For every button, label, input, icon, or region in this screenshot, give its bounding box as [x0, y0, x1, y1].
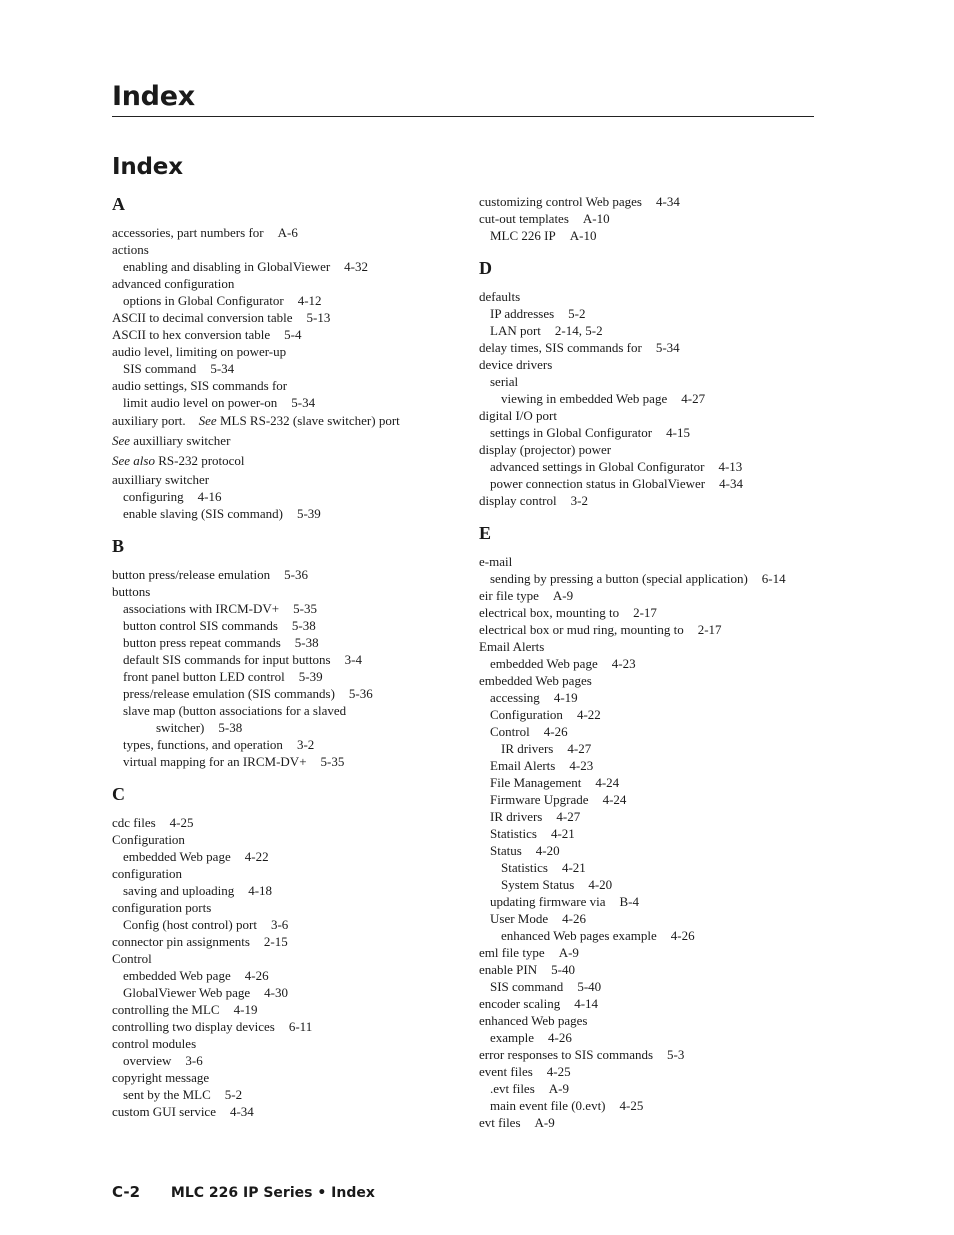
index-subentry: power connection status in GlobalViewer 4-34: [490, 476, 743, 491]
index-subentry: overview 3-6: [123, 1053, 203, 1068]
index-subentry: settings in Global Configurator 4-15: [490, 425, 690, 440]
index-subentry: Firmware Upgrade 4-24: [490, 792, 627, 807]
index-subentry-continued: switcher) 5-38: [156, 720, 243, 735]
index-subentry: IR drivers 4-27: [490, 809, 581, 824]
index-entry: event files 4-25: [479, 1064, 571, 1079]
index-entry: display (projector) power: [479, 442, 612, 457]
index-subentry: Config (host control) port 3-6: [123, 917, 289, 932]
index-entry: configuration: [112, 866, 183, 881]
index-entry: error responses to SIS commands 5-3: [479, 1047, 685, 1062]
page-header: [112, 79, 814, 117]
index-entry: custom GUI service 4-34: [112, 1104, 254, 1119]
index-subentry: accessing 4-19: [490, 690, 578, 705]
index-subentry: configuring 4-16: [123, 489, 222, 504]
index-entry: cut-out templates A-10: [479, 211, 610, 226]
index-subentry: saving and uploading 4-18: [123, 883, 273, 898]
index-entry: ASCII to decimal conversion table 5-13: [112, 310, 331, 325]
index-subentry: button press repeat commands 5-38: [123, 635, 319, 650]
index-subentry: SIS command 5-34: [123, 361, 235, 376]
index-entry: copyright message: [112, 1070, 210, 1085]
index-subentry: Control 4-26: [490, 724, 568, 739]
index-entry: customizing control Web pages 4-34: [479, 194, 680, 209]
index-subentry: options in Global Configurator 4-12: [123, 293, 322, 308]
index-entry: defaults: [479, 289, 521, 304]
index-entry: embedded Web pages: [479, 673, 592, 688]
index-letter-a: A: [112, 194, 125, 214]
index-entry: controlling two display devices 6-11: [112, 1019, 313, 1034]
index-entry: e-mail: [479, 554, 513, 569]
index-subentry: limit audio level on power-on 5-34: [123, 395, 316, 410]
index-subentry: example 4-26: [490, 1030, 572, 1045]
index-entry: control modules: [112, 1036, 197, 1051]
index-entry-see: auxiliary port. See MLS RS-232 (slave switcher) port: [112, 413, 400, 428]
index-entry: Control: [112, 951, 152, 966]
index-subentry: LAN port 2-14, 5-2: [490, 323, 603, 338]
index-entry: electrical box or mud ring, mounting to 2-17: [479, 622, 722, 637]
index-entry: evt files A-9: [479, 1115, 555, 1130]
index-subentry: virtual mapping for an IRCM-DV+ 5-35: [123, 754, 345, 769]
index-letter-c: C: [112, 784, 125, 804]
index-entry: electrical box, mounting to 2-17: [479, 605, 657, 620]
index-subentry: button control SIS commands 5-38: [123, 618, 316, 633]
index-entry: accessories, part numbers for A-6: [112, 225, 298, 240]
index-entry: encoder scaling 4-14: [479, 996, 599, 1011]
page-footer: [112, 1183, 375, 1201]
index-subentry: Statistics 4-21: [490, 826, 575, 841]
index-entry: Email Alerts: [479, 639, 545, 654]
index-subentry: sending by pressing a button (special application) 6-14: [490, 571, 786, 586]
index-letter-d: D: [479, 258, 492, 278]
index-subentry: IP addresses 5-2: [490, 306, 586, 321]
page-header-title: Index: [112, 81, 195, 112]
index-subentry: updating firmware via B-4: [490, 894, 640, 909]
index-subentry: press/release emulation (SIS commands) 5-36: [123, 686, 373, 701]
index-subentry: embedded Web page 4-23: [490, 656, 636, 671]
index-entry: audio level, limiting on power-up: [112, 344, 287, 359]
index-entry-see: See auxilliary switcher: [112, 433, 231, 448]
index-subentry: default SIS commands for input buttons 3-4: [123, 652, 362, 667]
index-entry: actions: [112, 242, 149, 257]
index-entry: device drivers: [479, 357, 553, 372]
index-subentry: File Management 4-24: [490, 775, 620, 790]
index-entry: advanced configuration: [112, 276, 235, 291]
index-subentry: front panel button LED control 5-39: [123, 669, 323, 684]
index-subsubentry: Statistics 4-21: [501, 860, 586, 875]
index-subentry: serial: [490, 374, 519, 389]
index-subentry: types, functions, and operation 3-2: [123, 737, 315, 752]
index-subentry: User Mode 4-26: [490, 911, 586, 926]
index-subentry: SIS command 5-40: [490, 979, 602, 994]
index-entry: Configuration: [112, 832, 185, 847]
index-subsubentry: System Status 4-20: [501, 877, 613, 892]
index-subentry: GlobalViewer Web page 4-30: [123, 985, 289, 1000]
index-subentry: enable slaving (SIS command) 5-39: [123, 506, 321, 521]
index-subentry: embedded Web page 4-22: [123, 849, 269, 864]
index-subentry: slave map (button associations for a slaved: [123, 703, 347, 718]
index-entry: button press/release emulation 5-36: [112, 567, 308, 582]
index-entry: configuration ports: [112, 900, 212, 915]
footer-document-title: MLC 226 IP Series • Index: [170, 1185, 375, 1201]
index-entry-see-also: See also RS-232 protocol: [112, 453, 245, 468]
index-entry: digital I/O port: [479, 408, 557, 423]
index-entry: delay times, SIS commands for 5-34: [479, 340, 680, 355]
index-entry: buttons: [112, 584, 151, 599]
index-column-left: [112, 193, 462, 1120]
section-title: Index: [112, 154, 183, 180]
index-subentry: Email Alerts 4-23: [490, 758, 594, 773]
index-subsubentry: viewing in embedded Web page 4-27: [501, 391, 706, 406]
index-subentry: Status 4-20: [490, 843, 560, 858]
index-subentry: main event file (0.evt) 4-25: [490, 1098, 644, 1113]
index-entry: enable PIN 5-40: [479, 962, 575, 977]
index-entry: eir file type A-9: [479, 588, 574, 603]
index-subentry: MLC 226 IP A-10: [490, 228, 597, 243]
index-entry: eml file type A-9: [479, 945, 579, 960]
footer-page-number: C-2: [112, 1183, 141, 1201]
index-entry: connector pin assignments 2-15: [112, 934, 288, 949]
index-entry: cdc files 4-25: [112, 815, 194, 830]
index-subentry: sent by the MLC 5-2: [123, 1087, 243, 1102]
index-entry: auxilliary switcher: [112, 472, 210, 487]
index-entry: display control 3-2: [479, 493, 588, 508]
index-entry: enhanced Web pages: [479, 1013, 588, 1028]
index-column-right: [479, 193, 839, 1131]
index-subsubentry: enhanced Web pages example 4-26: [501, 928, 695, 943]
index-entry: audio settings, SIS commands for: [112, 378, 288, 393]
index-subentry: embedded Web page 4-26: [123, 968, 269, 983]
index-subentry: enabling and disabling in GlobalViewer 4-32: [123, 259, 369, 274]
index-letter-b: B: [112, 536, 125, 556]
index-subentry: .evt files A-9: [490, 1081, 569, 1096]
index-entry: ASCII to hex conversion table 5-4: [112, 327, 302, 342]
index-subentry: associations with IRCM-DV+ 5-35: [123, 601, 317, 616]
index-subsubentry: IR drivers 4-27: [501, 741, 592, 756]
index-entry: controlling the MLC 4-19: [112, 1002, 258, 1017]
index-letter-e: E: [479, 523, 492, 543]
index-subentry: Configuration 4-22: [490, 707, 601, 722]
index-subentry: advanced settings in Global Configurator 4-13: [490, 459, 743, 474]
